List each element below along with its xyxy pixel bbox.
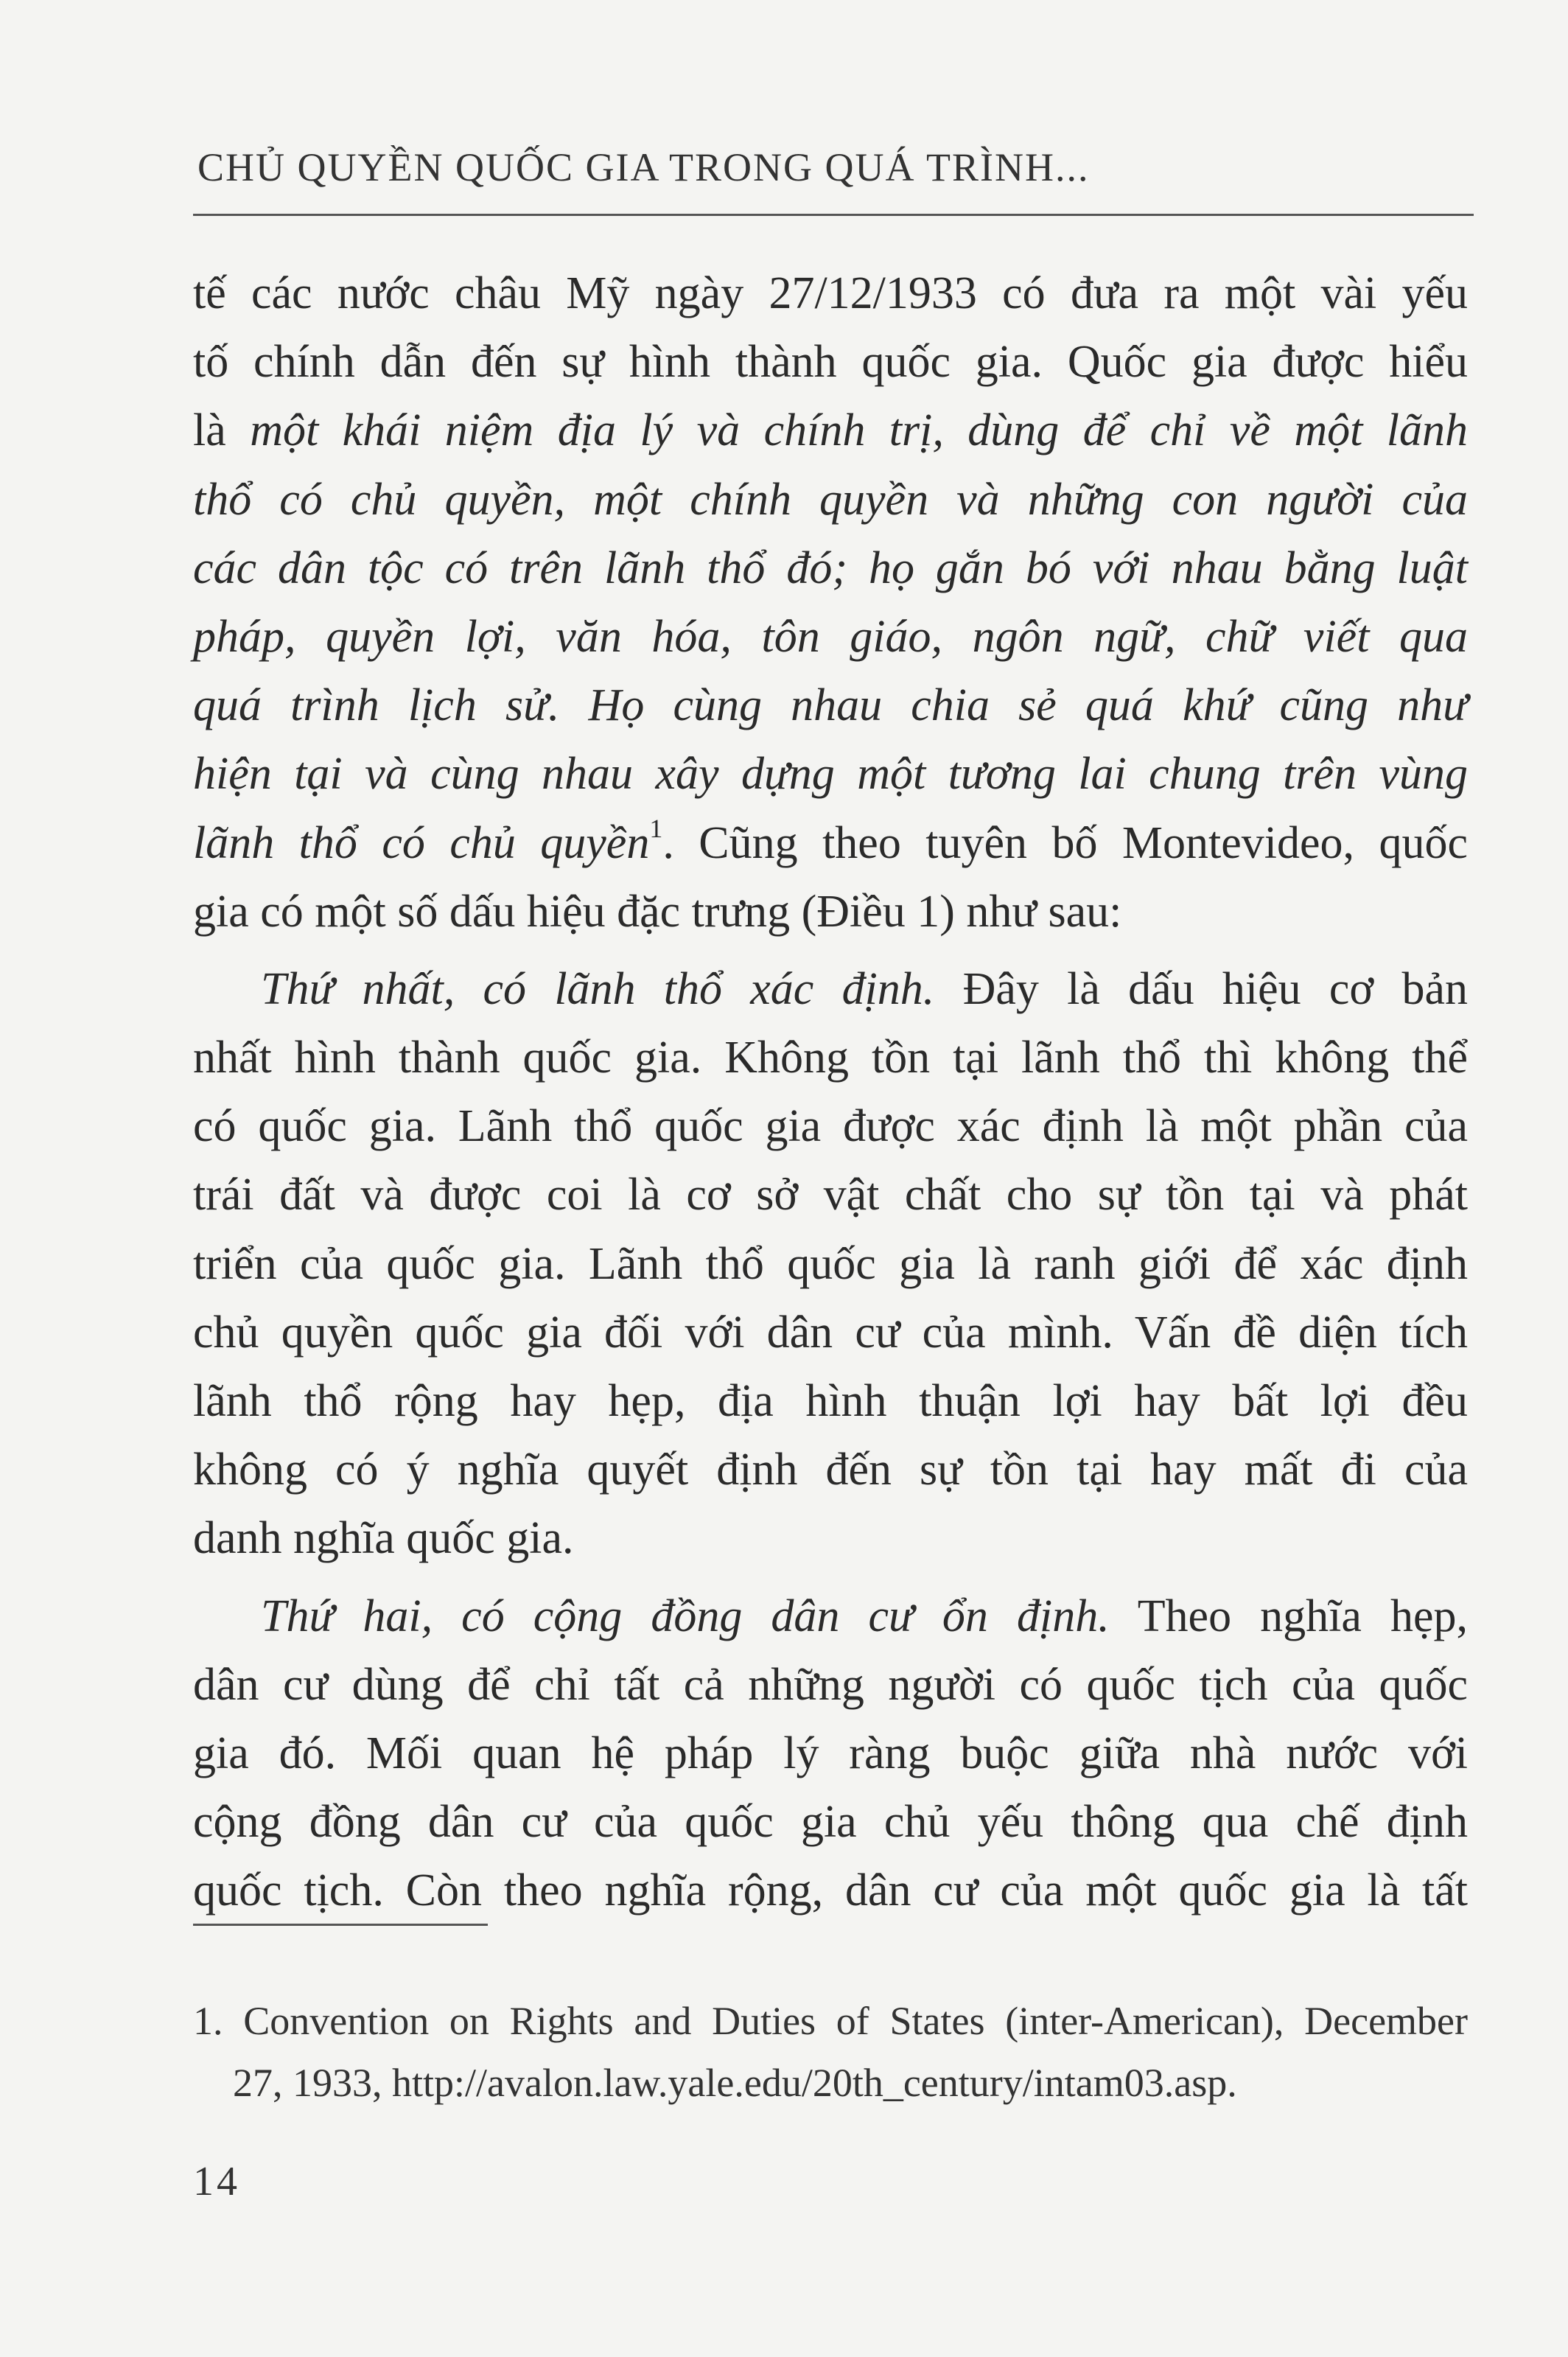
italic-run: quá trình lịch sử. Họ cùng nhau chia sẻ quá khứ cũng như	[193, 680, 1468, 731]
body-line: danh nghĩa quốc gia.	[193, 1513, 574, 1564]
body-line	[193, 466, 1468, 534]
italic-run: hiện tại và cùng nhau xây dựng một tương lai chung trên vùng	[193, 749, 1468, 800]
body-line: trái đất và được coi là cơ sở vật chất cho sự tồn tại và phát	[193, 1170, 1468, 1221]
body-line: không có ý nghĩa quyết định đến sự tồn tại hay mất đi của	[193, 1445, 1468, 1495]
italic-run: thổ có chủ quyền, một chính quyền và những con người của	[193, 474, 1468, 525]
italic-run: pháp, quyền lợi, văn hóa, tôn giáo, ngôn ngữ, chữ viết qua	[193, 611, 1468, 662]
paragraph-gap	[193, 1574, 1468, 1582]
body-line	[193, 534, 1468, 603]
body-line: gia có một số dấu hiệu đặc trưng (Điều 1) như sau:	[193, 886, 1122, 937]
paragraph-gap	[193, 946, 1468, 955]
footnote	[193, 1990, 1468, 2114]
footnote-line: 1. Convention on Rights and Duties of States (inter-American), December	[193, 1999, 1468, 2043]
body-line	[193, 1582, 1468, 1651]
body-line: có quốc gia. Lãnh thổ quốc gia được xác định là một phần của	[193, 1101, 1468, 1152]
body-line	[193, 740, 1468, 809]
body-text-run: Theo nghĩa hẹp,	[1109, 1590, 1468, 1641]
body-line: chủ quyền quốc gia đối với dân cư của mình. Vấn đề diện tích	[193, 1307, 1468, 1358]
italic-run: lãnh thổ có chủ quyền	[193, 817, 650, 868]
body-line: nhất hình thành quốc gia. Không tồn tại lãnh thổ thì không thể	[193, 1033, 1468, 1083]
italic-run: Thứ hai, có cộng đồng dân cư ổn định.	[261, 1590, 1110, 1641]
footnote-rule	[193, 1924, 488, 1926]
body-text-run: Đây là dấu hiệu cơ bản	[934, 963, 1468, 1014]
body-line: quốc tịch. Còn theo nghĩa rộng, dân cư của một quốc gia là tất	[193, 1865, 1468, 1916]
running-head: CHỦ QUYỀN QUỐC GIA TRONG QUÁ TRÌNH...	[197, 145, 1090, 189]
body-line: triển của quốc gia. Lãnh thổ quốc gia là ranh giới để xác định	[193, 1238, 1468, 1289]
body-line: cộng đồng dân cư của quốc gia chủ yếu thông qua chế định	[193, 1797, 1468, 1848]
body-text-run: là	[193, 405, 251, 456]
italic-run: các dân tộc có trên lãnh thổ đó; họ gắn bó với nhau bằng luật	[193, 542, 1468, 593]
italic-run: một khái niệm địa lý và chính trị, dùng để chỉ về một lãnh	[250, 405, 1468, 456]
body-line	[193, 955, 1468, 1024]
body-line: dân cư dùng để chỉ tất cả những người có quốc tịch của quốc	[193, 1659, 1468, 1710]
body-text	[193, 259, 1468, 1926]
header-rule	[193, 214, 1474, 216]
page-number: 14	[193, 2159, 240, 2204]
body-line	[193, 603, 1468, 671]
footnote-line: 27, 1933, http://avalon.law.yale.edu/20th_century/intam03.asp.	[233, 2061, 1237, 2105]
body-line	[193, 809, 1468, 878]
body-line: tố chính dẫn đến sự hình thành quốc gia. Quốc gia được hiểu	[193, 337, 1468, 388]
body-line: lãnh thổ rộng hay hẹp, địa hình thuận lợi hay bất lợi đều	[193, 1376, 1468, 1426]
body-text-run: . Cũng theo tuyên bố Montevideo, quốc	[662, 817, 1468, 868]
body-line	[193, 397, 1468, 465]
body-line	[193, 671, 1468, 740]
body-line: tế các nước châu Mỹ ngày 27/12/1933 có đưa ra một vài yếu	[193, 268, 1468, 318]
body-line: gia đó. Mối quan hệ pháp lý ràng buộc giữa nhà nước với	[193, 1728, 1468, 1778]
italic-run: Thứ nhất, có lãnh thổ xác định.	[261, 963, 935, 1014]
footnote-marker: 1	[649, 813, 663, 843]
